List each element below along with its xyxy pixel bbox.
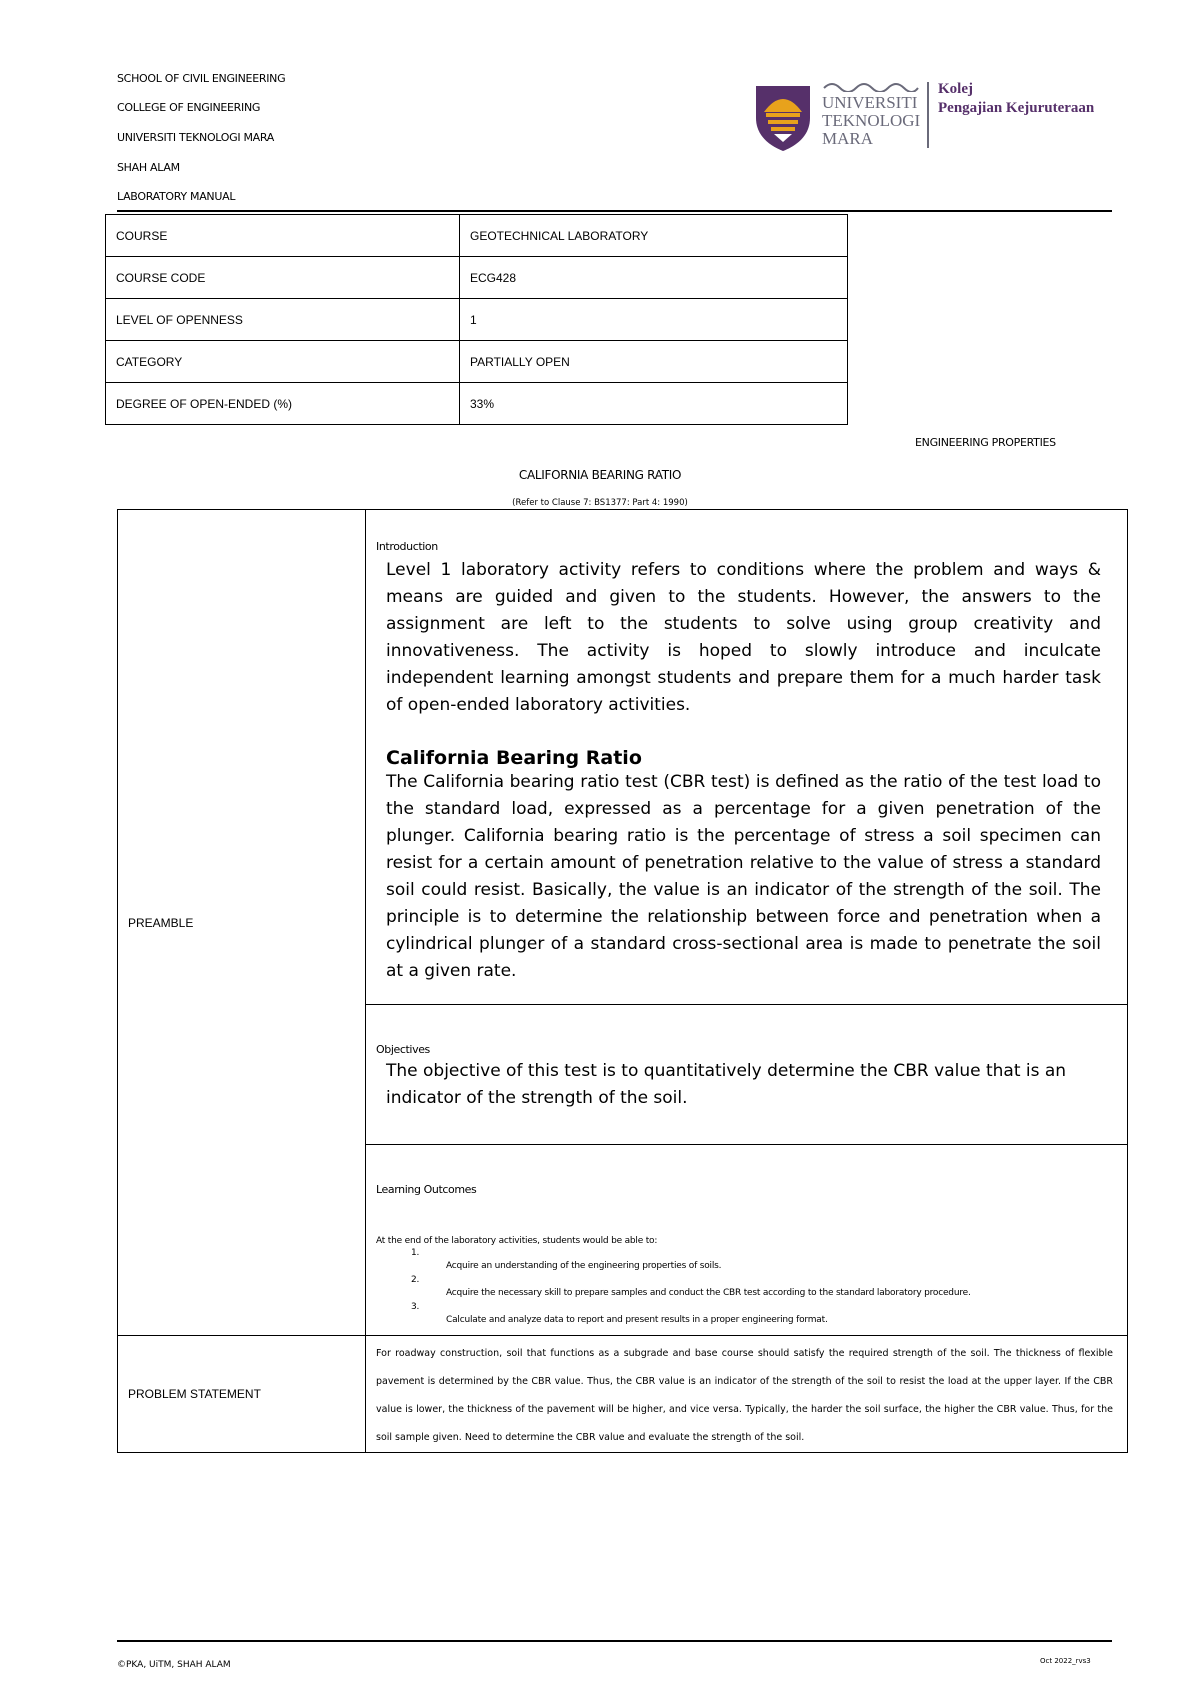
table-row — [106, 383, 848, 425]
course-label: COURSE — [106, 215, 460, 257]
learning-outcomes-cell — [366, 1145, 1128, 1336]
list-item-text: Acquire the necessary skill to prepare samples and conduct the CBR test according to the standard laboratory procedure. — [446, 1288, 971, 1298]
category-value: PARTIALLY OPEN — [460, 341, 848, 383]
logo-text-teknologi: TEKNOLOGI — [822, 111, 921, 130]
objectives-cell — [366, 1005, 1128, 1145]
problem-statement-text: For roadway construction, soil that functions as a subgrade and base course should satisfy the required strength of the soil. The thickness of flexible pavement is determined by the CBR value. Thus, the CBR value is an indicator of the strength of the soil to resist the load at the upper layer. If the CBR value is lower, the thickness of the pavement will be higher, and vice versa. Typically, the harder the soil surface, the higher the CBR value. Thus, for the soil sample given. Need to determine the CBR value and evaluate the strength of the soil. — [376, 1348, 1113, 1443]
table-row — [106, 257, 848, 299]
category-label: CATEGORY — [106, 341, 460, 383]
logo-divider — [927, 82, 929, 148]
footer-revision: Oct 2022_rvs3 — [1040, 1657, 1091, 1665]
learning-outcomes-intro: At the end of the laboratory activities, students would be able to: — [376, 1236, 658, 1246]
introduction-cell — [366, 510, 1128, 1005]
preamble-table — [117, 509, 1128, 1453]
problem-statement-label: PROBLEM STATEMENT — [118, 1336, 366, 1453]
learning-outcomes-list — [366, 1248, 1127, 1329]
footer-rule — [117, 1640, 1112, 1642]
list-item-number: 1. — [411, 1248, 420, 1258]
logo-text-pengajian: Pengajian Kejuruteraan — [938, 100, 1095, 116]
open-ended-value: 33% — [460, 383, 848, 425]
objectives-heading: Objectives — [376, 1043, 430, 1056]
list-item-text: Acquire an understanding of the engineering properties of soils. — [446, 1261, 722, 1271]
objectives-text: The objective of this test is to quantitatively determine the CBR value that is an indicator of the strength of the soil. — [386, 1061, 1067, 1108]
logo-text-kolej: Kolej — [938, 81, 973, 97]
openness-value: 1 — [460, 299, 848, 341]
list-item — [366, 1275, 1127, 1302]
list-item — [366, 1302, 1127, 1329]
header-school: SCHOOL OF CIVIL ENGINEERING — [117, 72, 286, 85]
logo-text-mara: MARA — [822, 129, 874, 148]
section-label: ENGINEERING PROPERTIES — [915, 436, 1056, 449]
table-row — [118, 1336, 1128, 1453]
table-row — [106, 215, 848, 257]
list-item-number: 3. — [411, 1302, 420, 1312]
open-ended-label: DEGREE OF OPEN-ENDED (%) — [106, 383, 460, 425]
table-row — [106, 341, 848, 383]
course-value: GEOTECHNICAL LABORATORY — [460, 215, 848, 257]
reference-note: (Refer to Clause 7: BS1377: Part 4: 1990) — [512, 498, 688, 508]
course-info-table — [105, 214, 848, 425]
header-location: SHAH ALAM — [117, 161, 180, 174]
problem-statement-cell — [366, 1336, 1128, 1453]
header-university: UNIVERSITI TEKNOLOGI MARA — [117, 131, 274, 144]
uitm-logo — [752, 78, 1112, 158]
header-college: COLLEGE OF ENGINEERING — [117, 101, 261, 114]
learning-outcomes-heading: Learning Outcomes — [376, 1183, 477, 1196]
cbr-heading: California Bearing Ratio — [386, 747, 642, 769]
openness-label: LEVEL OF OPENNESS — [106, 299, 460, 341]
jawi-script-icon — [822, 78, 922, 92]
table-row — [106, 299, 848, 341]
list-item — [366, 1248, 1127, 1275]
introduction-text: Level 1 laboratory activity refers to conditions where the problem and ways & means are guided and given to the students. However, the answers to the assignment are left to the students to solve using group creativity and innovativeness. The activity is hoped to slowly introduce and inculcate independent learning amongst students and prepare them for a much harder task of open-ended laboratory activities. — [386, 560, 1101, 715]
header-manual: LABORATORY MANUAL — [117, 190, 236, 203]
logo-text-universiti: UNIVERSITI — [822, 93, 918, 112]
preamble-label: PREAMBLE — [118, 510, 366, 1336]
table-row — [118, 510, 1128, 1005]
course-code-label: COURSE CODE — [106, 257, 460, 299]
course-code-value: ECG428 — [460, 257, 848, 299]
footer-copyright: ©PKA, UiTM, SHAH ALAM — [117, 1660, 231, 1670]
introduction-heading: Introduction — [376, 540, 438, 553]
list-item-number: 2. — [411, 1275, 420, 1285]
uitm-crest-icon — [752, 82, 814, 152]
header-rule — [117, 210, 1112, 212]
page-title: CALIFORNIA BEARING RATIO — [518, 468, 682, 482]
cbr-text: The California bearing ratio test (CBR test) is defined as the ratio of the test load to the standard load, expressed as a percentage for a given penetration of the plunger. California bearing ratio is the percentage of stress a soil specimen can resist for a certain amount of penetration relative to the value of stress a standard soil could resist. Basically, the value is an indicator of the strength of the soil. The principle is to determine the relationship between force and penetration when a cylindrical plunger of a standard cross-sectional area is made to penetrate the soil at a given rate. — [386, 772, 1101, 981]
list-item-text: Calculate and analyze data to report and present results in a proper engineering format. — [446, 1315, 828, 1325]
